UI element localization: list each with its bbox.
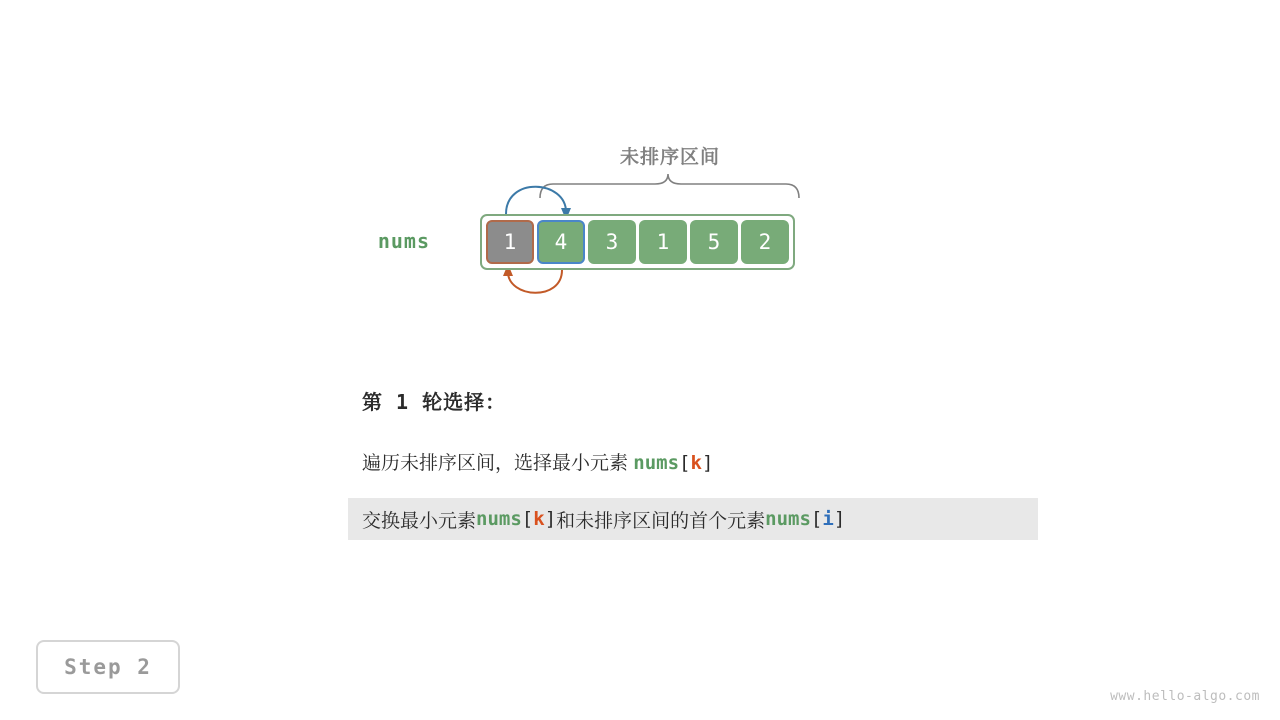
array-cell: 1 [486,220,534,264]
description-line-2-middle: 和未排序区间的首个元素 [556,510,766,532]
array-cell: 1 [639,220,687,264]
code-nums-k [633,452,713,474]
description-line-1-prefix: 遍历未排序区间，选择最小元素 [362,453,634,474]
array-container [480,214,795,270]
code-name: nums [633,452,680,474]
array-cell: 4 [537,220,585,264]
step-badge: Step 2 [36,640,180,694]
index-k: k [690,452,702,474]
array-variable-label: nums [377,229,430,253]
array-diagram [0,0,1280,340]
bracket-close: ] [833,508,846,530]
code-name: nums [476,508,522,530]
array-cell: 3 [588,220,636,264]
array-cell: 5 [690,220,738,264]
code-nums-k-2 [476,508,556,530]
description-line-2 [348,498,1038,540]
round-title: 第 1 轮选择： [362,390,507,414]
watermark: www.hello-algo.com [1110,689,1260,704]
blue-swap-arrow-icon [506,187,566,214]
range-bracket-icon [540,174,799,198]
description-line-2-prefix: 交换最小元素 [362,510,477,532]
bracket-open: [ [810,508,823,530]
bracket-open: [ [521,508,534,530]
description-line-1 [362,448,713,475]
diagram-svg [0,0,1280,340]
code-name: nums [765,508,811,530]
unsorted-range-label: 未排序区间 [619,147,720,168]
bracket-close: ] [701,452,714,474]
array-cell: 2 [741,220,789,264]
code-nums-i [765,508,845,530]
index-i: i [822,508,834,530]
bracket-close: ] [544,508,557,530]
orange-swap-arrow-icon [508,270,562,293]
index-k: k [533,508,545,530]
bracket-open: [ [679,452,691,474]
